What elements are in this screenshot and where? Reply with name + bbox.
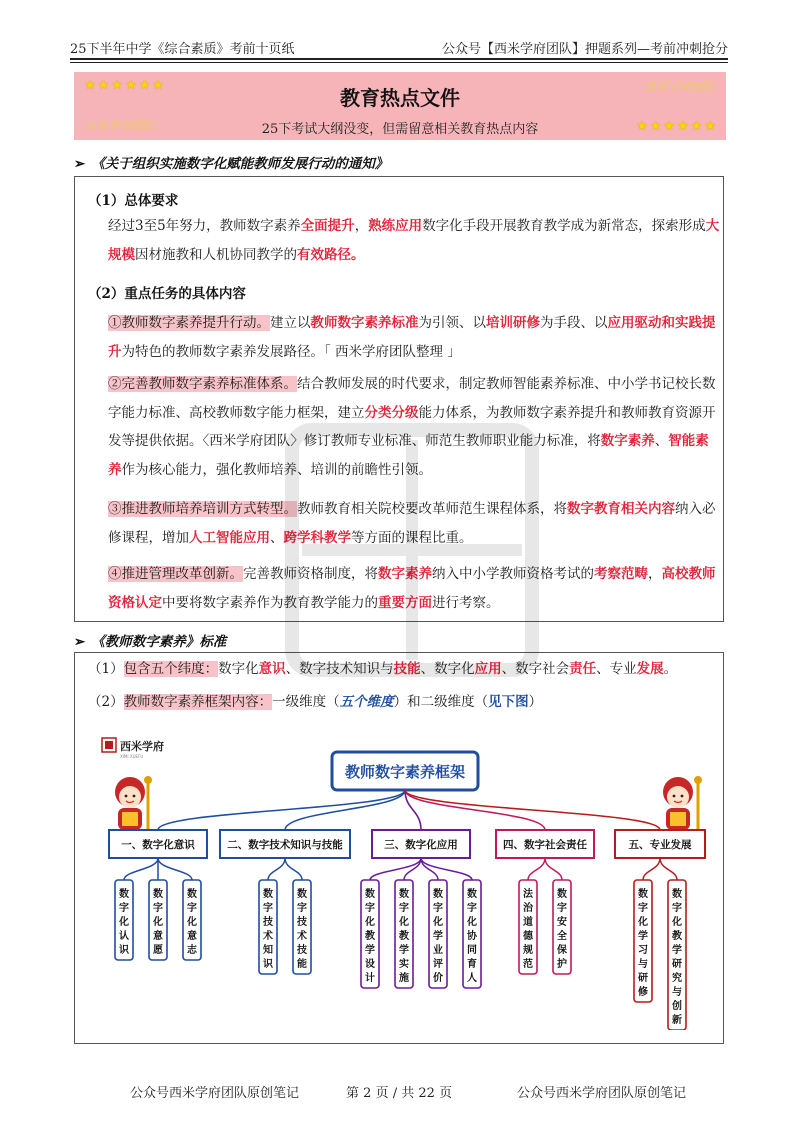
leaf-connector bbox=[285, 858, 302, 880]
dimension-label: 五、专业发展 bbox=[628, 839, 692, 851]
dimension-label: 四、数字社会责任 bbox=[503, 839, 587, 851]
footer-right-note: 公众号西米学府团队原创笔记 bbox=[517, 1086, 687, 1101]
page-indicator: 第 2 页 / 共 22 页 bbox=[346, 1086, 453, 1101]
arrow-bullet-icon: ➢ bbox=[74, 156, 86, 172]
task-2-text: ②完善教师数字素养标准体系。结合教师发展的时代要求，制定教师智能素养标准、中小学书记校长数字能力标准、高校教师数字能力框架，建立分类分级能力体系，为教师数字素养提升和教师教育资源开发等提供依据。〈西米学府团队〉修订教师专业标准、师范生教师职业能力标准，将数字素养、智能素养作为核心能力，强化教师培养、培训的前瞻性引领。 bbox=[108, 376, 716, 478]
header-rule-thin bbox=[70, 62, 728, 63]
svg-text:XIMI XUEFU: XIMI XUEFU bbox=[120, 754, 144, 759]
subdimension-label: 数字化学习与研修 bbox=[638, 889, 648, 998]
dimensions-line: （1）包含五个纬度：数字化意识、数字技术知识与技能、数字化应用、数字社会责任、专业发展。 bbox=[88, 661, 678, 677]
subdimension-label: 数字化意志 bbox=[187, 889, 197, 956]
framework-line: （2）教师数字素养框架内容：一级维度（五个维度）和二级维度（见下图） bbox=[88, 694, 543, 710]
leaf-connector bbox=[643, 858, 660, 880]
banner-subtitle: 25下考试大纲没变，但需留意相关教育热点内容 bbox=[261, 122, 539, 137]
header-left-title: 25下半年中学《综合素质》考前十页纸 bbox=[70, 42, 295, 57]
branch-connector bbox=[158, 790, 405, 830]
subdimension-label: 数字化意愿 bbox=[153, 889, 163, 956]
subdimension-label: 数字化协同育人 bbox=[467, 889, 477, 984]
banner-title: 教育热点文件 bbox=[340, 86, 460, 110]
subdimension-label: 数字技术知识 bbox=[263, 889, 273, 970]
task-1-text: ①教师数字素养提升行动。建立以教师数字素养标准为引领、以培训研修为手段、以应用驱动和实践提升为特色的教师数字素养发展路径。「 西米学府团队整理 」 bbox=[108, 315, 716, 360]
footer-left-note: 公众号西米学府团队原创笔记 bbox=[130, 1086, 300, 1101]
key-tasks-heading: （2）重点任务的具体内容 bbox=[88, 286, 246, 302]
subdimension-label: 数字化认识 bbox=[119, 889, 129, 956]
framework-root-label: 教师数字素养框架 bbox=[344, 763, 466, 781]
framework-diagram bbox=[90, 730, 720, 1030]
logo bbox=[102, 738, 164, 759]
section-heading-standard bbox=[74, 630, 226, 650]
subdimension-label: 数字化教学实施 bbox=[399, 889, 409, 984]
overall-requirement-heading: （1）总体要求 bbox=[88, 193, 179, 209]
section-title: 《教师数字素养》标准 bbox=[91, 634, 227, 650]
dimension-label: 一、数字化意识 bbox=[121, 839, 195, 851]
dimension-label: 二、数字技术知识与技能 bbox=[227, 839, 343, 851]
branch-connector bbox=[405, 790, 660, 830]
section-title: 《关于组织实施数字化赋能教师发展行动的通知》 bbox=[91, 156, 389, 172]
leaf-connector bbox=[528, 858, 545, 880]
banner-watermark-left: 西米学府团队 bbox=[84, 119, 157, 133]
header-rule-thick bbox=[70, 58, 728, 60]
header-right-title: 公众号【西米学府团队】押题系列—考前冲刺抢分 bbox=[441, 42, 728, 57]
branch-connector bbox=[285, 790, 405, 830]
banner-watermark-right: 西米学府团队 bbox=[643, 80, 716, 94]
subdimension-label: 数字化教学设计 bbox=[365, 889, 375, 984]
title-banner bbox=[74, 72, 726, 140]
leaf-connector bbox=[268, 858, 285, 880]
subdimension-label: 数字技术技能 bbox=[297, 889, 307, 970]
dimension-label: 三、数字化应用 bbox=[384, 839, 458, 851]
overall-requirement-text: 经过3至5年努力，教师数字素养全面提升，熟练应用数字化手段开展教育教学成为新常态，探索形成大规模因材施教和人机协同教学的有效路径。 bbox=[108, 218, 720, 263]
stars-decoration-left: ★★★★★★ bbox=[84, 78, 166, 93]
subdimension-label: 数字化教学研究与创新 bbox=[672, 889, 682, 1026]
task-4-text: ④推进管理改革创新。完善教师资格制度，将数字素养纳入中小学教师资格考试的考察范畴，高校教师资格认定中要将数字素养作为教育教学能力的重要方面进行考察。 bbox=[108, 566, 716, 611]
stars-decoration-right: ★★★★★★ bbox=[636, 119, 718, 134]
svg-text:西米学府: 西米学府 bbox=[120, 740, 164, 753]
leaf-connector bbox=[158, 858, 192, 880]
mascot-left-icon bbox=[115, 776, 152, 834]
mascot-right-icon bbox=[663, 776, 702, 834]
subdimension-label: 数字安全保护 bbox=[557, 889, 567, 970]
subdimension-label: 法治道德规范 bbox=[523, 889, 533, 970]
arrow-bullet-icon: ➢ bbox=[74, 634, 86, 650]
subdimension-label: 数字化学业评价 bbox=[433, 889, 443, 984]
leaf-connector bbox=[124, 858, 158, 880]
task-3-text: ③推进教师培养培训方式转型。教师教育相关院校要改革师范生课程体系，将数字教育相关内容纳入必修课程，增加人工智能应用、跨学科教学等方面的课程比重。 bbox=[108, 501, 716, 546]
leaf-connector bbox=[545, 858, 562, 880]
section-heading-notice bbox=[74, 152, 388, 172]
leaf-connector bbox=[660, 858, 677, 880]
